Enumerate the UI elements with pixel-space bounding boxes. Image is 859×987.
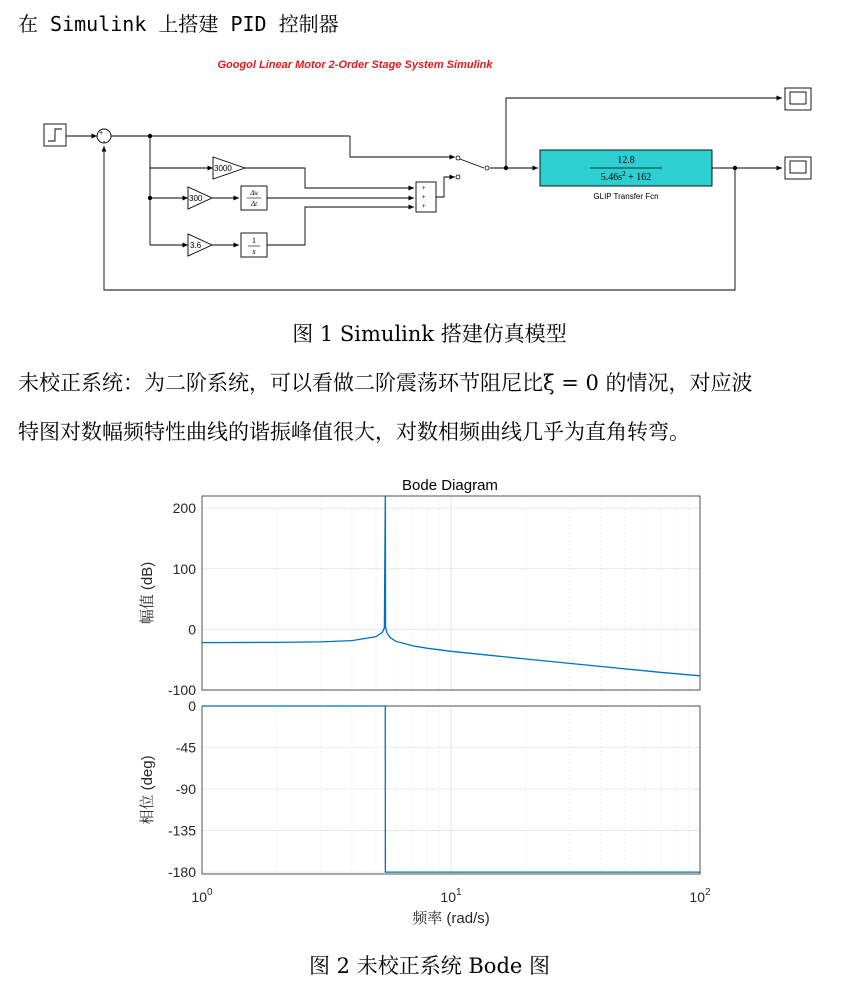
diagram-title: Googol Linear Motor 2-Order Stage System Simulink bbox=[217, 59, 493, 71]
paragraph-line-2: 特图对数幅频特性曲线的谐振峰值很大，对数相频曲线几乎为直角转弯。 bbox=[18, 420, 690, 444]
sum1-plus: + bbox=[99, 130, 104, 137]
tf-name: GLIP Transfer Fcn bbox=[593, 192, 659, 201]
sum2-sign-3: + bbox=[422, 204, 426, 210]
x-tick-label: $10^0$ bbox=[191, 887, 213, 905]
gain-i-label: 3.6 bbox=[190, 241, 202, 250]
magnitude-ylabel: 幅值 (dB) bbox=[139, 561, 156, 625]
bode-chart bbox=[130, 470, 730, 935]
y-tick-label: -90 bbox=[175, 781, 196, 798]
scope1-block bbox=[785, 88, 811, 110]
chart-title: Bode Diagram bbox=[402, 477, 498, 494]
y-tick-label: 0 bbox=[188, 698, 196, 714]
chart-xlabel: 频率 (rad/s) bbox=[412, 910, 490, 927]
y-tick-label: -135 bbox=[167, 822, 196, 839]
paragraph-line-1: 未校正系统：为二阶系统，可以看做二阶震荡环节阻尼比ξ = 0 的情况，对应波 bbox=[18, 371, 753, 395]
integrator-den: s bbox=[252, 247, 256, 256]
phase-grid bbox=[202, 706, 700, 874]
simulink-diagram bbox=[0, 50, 859, 310]
figure1-caption: 图 1 Simulink 搭建仿真模型 bbox=[292, 322, 567, 346]
scope2-block bbox=[785, 157, 811, 179]
magnitude-grid bbox=[202, 496, 700, 690]
derivative-num: Δu bbox=[250, 189, 258, 197]
x-tick-label: $10^1$ bbox=[440, 887, 462, 905]
sum1-minus: - bbox=[103, 137, 106, 146]
y-tick-label: -180 bbox=[167, 864, 196, 881]
x-tick-label: $10^2$ bbox=[689, 887, 711, 905]
tf-numerator: 12.8 bbox=[617, 155, 635, 166]
sum2-block bbox=[416, 182, 436, 212]
integrator-num: 1 bbox=[252, 236, 256, 245]
y-tick-label: -100 bbox=[167, 682, 196, 698]
gain-p-label: 3000 bbox=[214, 164, 232, 173]
y-tick-label: -45 bbox=[175, 739, 196, 756]
sum2-sign-2: + bbox=[422, 195, 426, 201]
derivative-den: Δt bbox=[250, 200, 258, 208]
y-tick-label: 0 bbox=[188, 621, 196, 638]
phase-ylabel: 相位 (deg) bbox=[139, 755, 156, 825]
gain-d-label: 300 bbox=[189, 194, 203, 203]
y-tick-label: 200 bbox=[172, 500, 196, 517]
section-heading: 在 Simulink 上搭建 PID 控制器 bbox=[18, 12, 339, 36]
tf-denominator: $5.46s^2 + 162$ bbox=[600, 170, 652, 183]
y-tick-label: 100 bbox=[172, 560, 196, 577]
sum2-sign-1: + bbox=[422, 186, 426, 192]
figure2-caption: 图 2 未校正系统 Bode 图 bbox=[308, 954, 550, 978]
